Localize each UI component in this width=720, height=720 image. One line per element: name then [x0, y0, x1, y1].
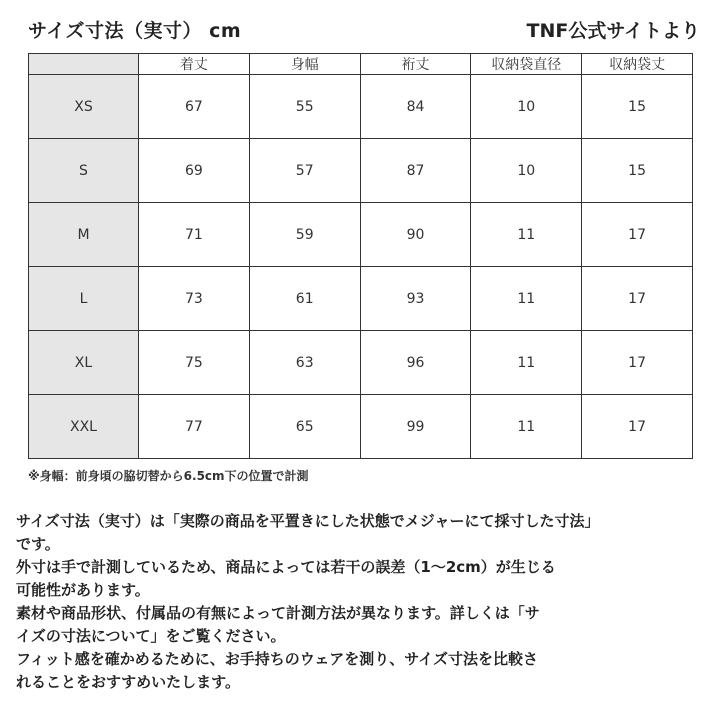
table-cell: 17: [582, 203, 693, 267]
description-line: です。: [16, 535, 60, 553]
table-row: [29, 267, 693, 331]
table-cell: 73: [139, 267, 250, 331]
page-title: サイズ寸法（実寸） cm: [28, 20, 242, 42]
table-row: [29, 75, 693, 139]
size-label: XXL: [29, 395, 139, 459]
table-cell: 61: [249, 267, 360, 331]
description-line: サイズ寸法（実寸）は「実際の商品を平置きにした状態でメジャーにて採寸した寸法」: [16, 512, 600, 530]
table-cell: 71: [139, 203, 250, 267]
column-header: 身幅: [249, 54, 360, 75]
description-line: 素材や商品形状、付属品の有無によって計測方法が異なります。詳しくは「サ: [16, 604, 540, 622]
table-cell: 11: [471, 331, 582, 395]
description-line: イズの寸法について」をご覧ください。: [16, 627, 286, 645]
table-cell: 17: [582, 267, 693, 331]
table-cell: 87: [360, 139, 471, 203]
column-header: 着丈: [139, 54, 250, 75]
table-cell: 11: [471, 203, 582, 267]
description-line: 外寸は手で計測しているため、商品によっては若干の誤差（1〜2cm）が生じる: [16, 558, 556, 576]
table-cell: 57: [249, 139, 360, 203]
description-line: フィット感を確かめるために、お手持ちのウェアを測り、サイズ寸法を比較さ: [16, 650, 539, 668]
table-row: [29, 203, 693, 267]
table-cell: 15: [582, 75, 693, 139]
table-row: [29, 395, 693, 459]
table-cell: 63: [249, 331, 360, 395]
column-header: 収納袋直径: [471, 54, 582, 75]
size-label: XL: [29, 331, 139, 395]
table-cell: 17: [582, 395, 693, 459]
table-cell: 65: [249, 395, 360, 459]
size-label: L: [29, 267, 139, 331]
size-label: XS: [29, 75, 139, 139]
table-cell: 69: [139, 139, 250, 203]
table-cell: 55: [249, 75, 360, 139]
table-cell: 59: [249, 203, 360, 267]
table-cell: 11: [471, 267, 582, 331]
table-cell: 10: [471, 75, 582, 139]
table-cell: 10: [471, 139, 582, 203]
table-row: [29, 331, 693, 395]
table-cell: 17: [582, 331, 693, 395]
table-cell: 15: [582, 139, 693, 203]
description-text: [16, 510, 708, 694]
description-line: れることをおすすめいたします。: [16, 673, 240, 691]
table-cell: 84: [360, 75, 471, 139]
column-header: 裄丈: [360, 54, 471, 75]
table-cell: 90: [360, 203, 471, 267]
table-cell: 11: [471, 395, 582, 459]
table-cell: 77: [139, 395, 250, 459]
table-corner-cell: [29, 54, 139, 75]
table-cell: 99: [360, 395, 471, 459]
size-label: S: [29, 139, 139, 203]
source-label: TNF公式サイトより: [526, 20, 700, 42]
table-header-row: [29, 54, 693, 75]
table-cell: 96: [360, 331, 471, 395]
column-header: 収納袋丈: [582, 54, 693, 75]
table-cell: 93: [360, 267, 471, 331]
description-line: 可能性があります。: [16, 581, 150, 599]
measurement-note: ※身幅：前身頃の脇切替から6.5cm下の位置で計測: [28, 469, 309, 483]
table-cell: 67: [139, 75, 250, 139]
table-cell: 75: [139, 331, 250, 395]
size-table: [28, 53, 693, 459]
size-label: M: [29, 203, 139, 267]
table-row: [29, 139, 693, 203]
